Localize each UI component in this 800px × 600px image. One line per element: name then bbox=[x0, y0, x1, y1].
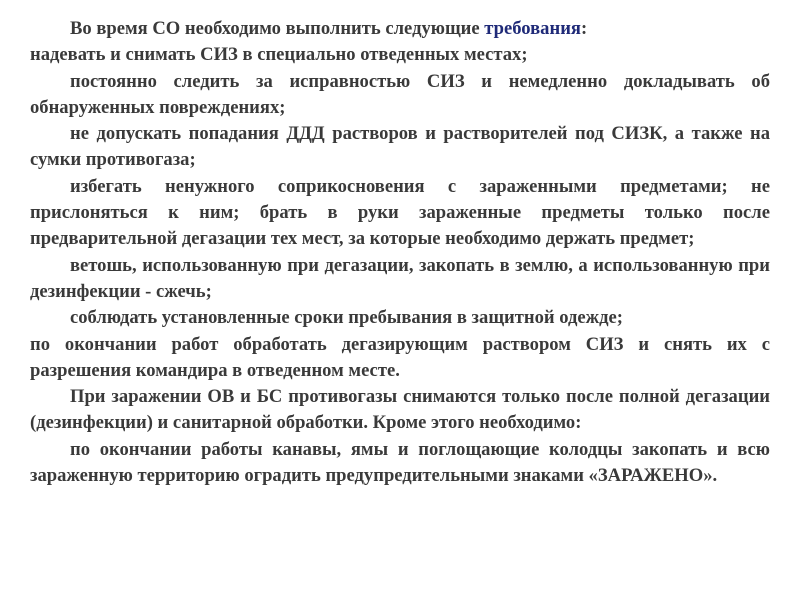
document-body bbox=[30, 16, 770, 489]
intro-prefix: Во время СО необходимо выполнить следующие bbox=[70, 18, 485, 39]
paragraph-8: При заражении ОВ и БС противогазы снимаются только после полной дегазации (дезинфекции) и санитарной обработки. Кроме этого необходимо: bbox=[30, 386, 770, 434]
paragraph-1: надевать и снимать СИЗ в специально отведенных местах; bbox=[30, 44, 528, 66]
paragraph-4: избегать ненужного соприкосновения с зараженными предметами; не прислоняться к ним; брать в руки зараженные предметы только после предварительной дегазации тех мест, за которые необходимо держать предмет; bbox=[30, 175, 770, 250]
intro-accent-word: требования bbox=[484, 18, 581, 39]
paragraph-2: постоянно следить за исправностью СИЗ и немедленно докладывать об обнаруженных повреждениях; bbox=[30, 70, 770, 118]
paragraph-7: по окончании работ обработать дегазирующим раствором СИЗ и снять их с разрешения командира в отведенном месте. bbox=[30, 333, 770, 381]
paragraph-6: соблюдать установленные сроки пребывания в защитной одежде; bbox=[70, 307, 623, 329]
intro-suffix: : bbox=[580, 18, 588, 39]
paragraph-3: не допускать попадания ДДД растворов и растворителей под СИЗК, а также на сумки противогаза; bbox=[30, 123, 770, 171]
intro-paragraph bbox=[30, 16, 770, 42]
paragraph-9: по окончании работы канавы, ямы и поглощающие колодцы закопать и всю зараженную территорию оградить предупредительными знаками «ЗАРАЖЕНО». bbox=[30, 438, 770, 487]
paragraph-5: ветошь, использованную при дегазации, закопать в землю, а использованную при дезинфекции - сжечь; bbox=[30, 254, 770, 302]
